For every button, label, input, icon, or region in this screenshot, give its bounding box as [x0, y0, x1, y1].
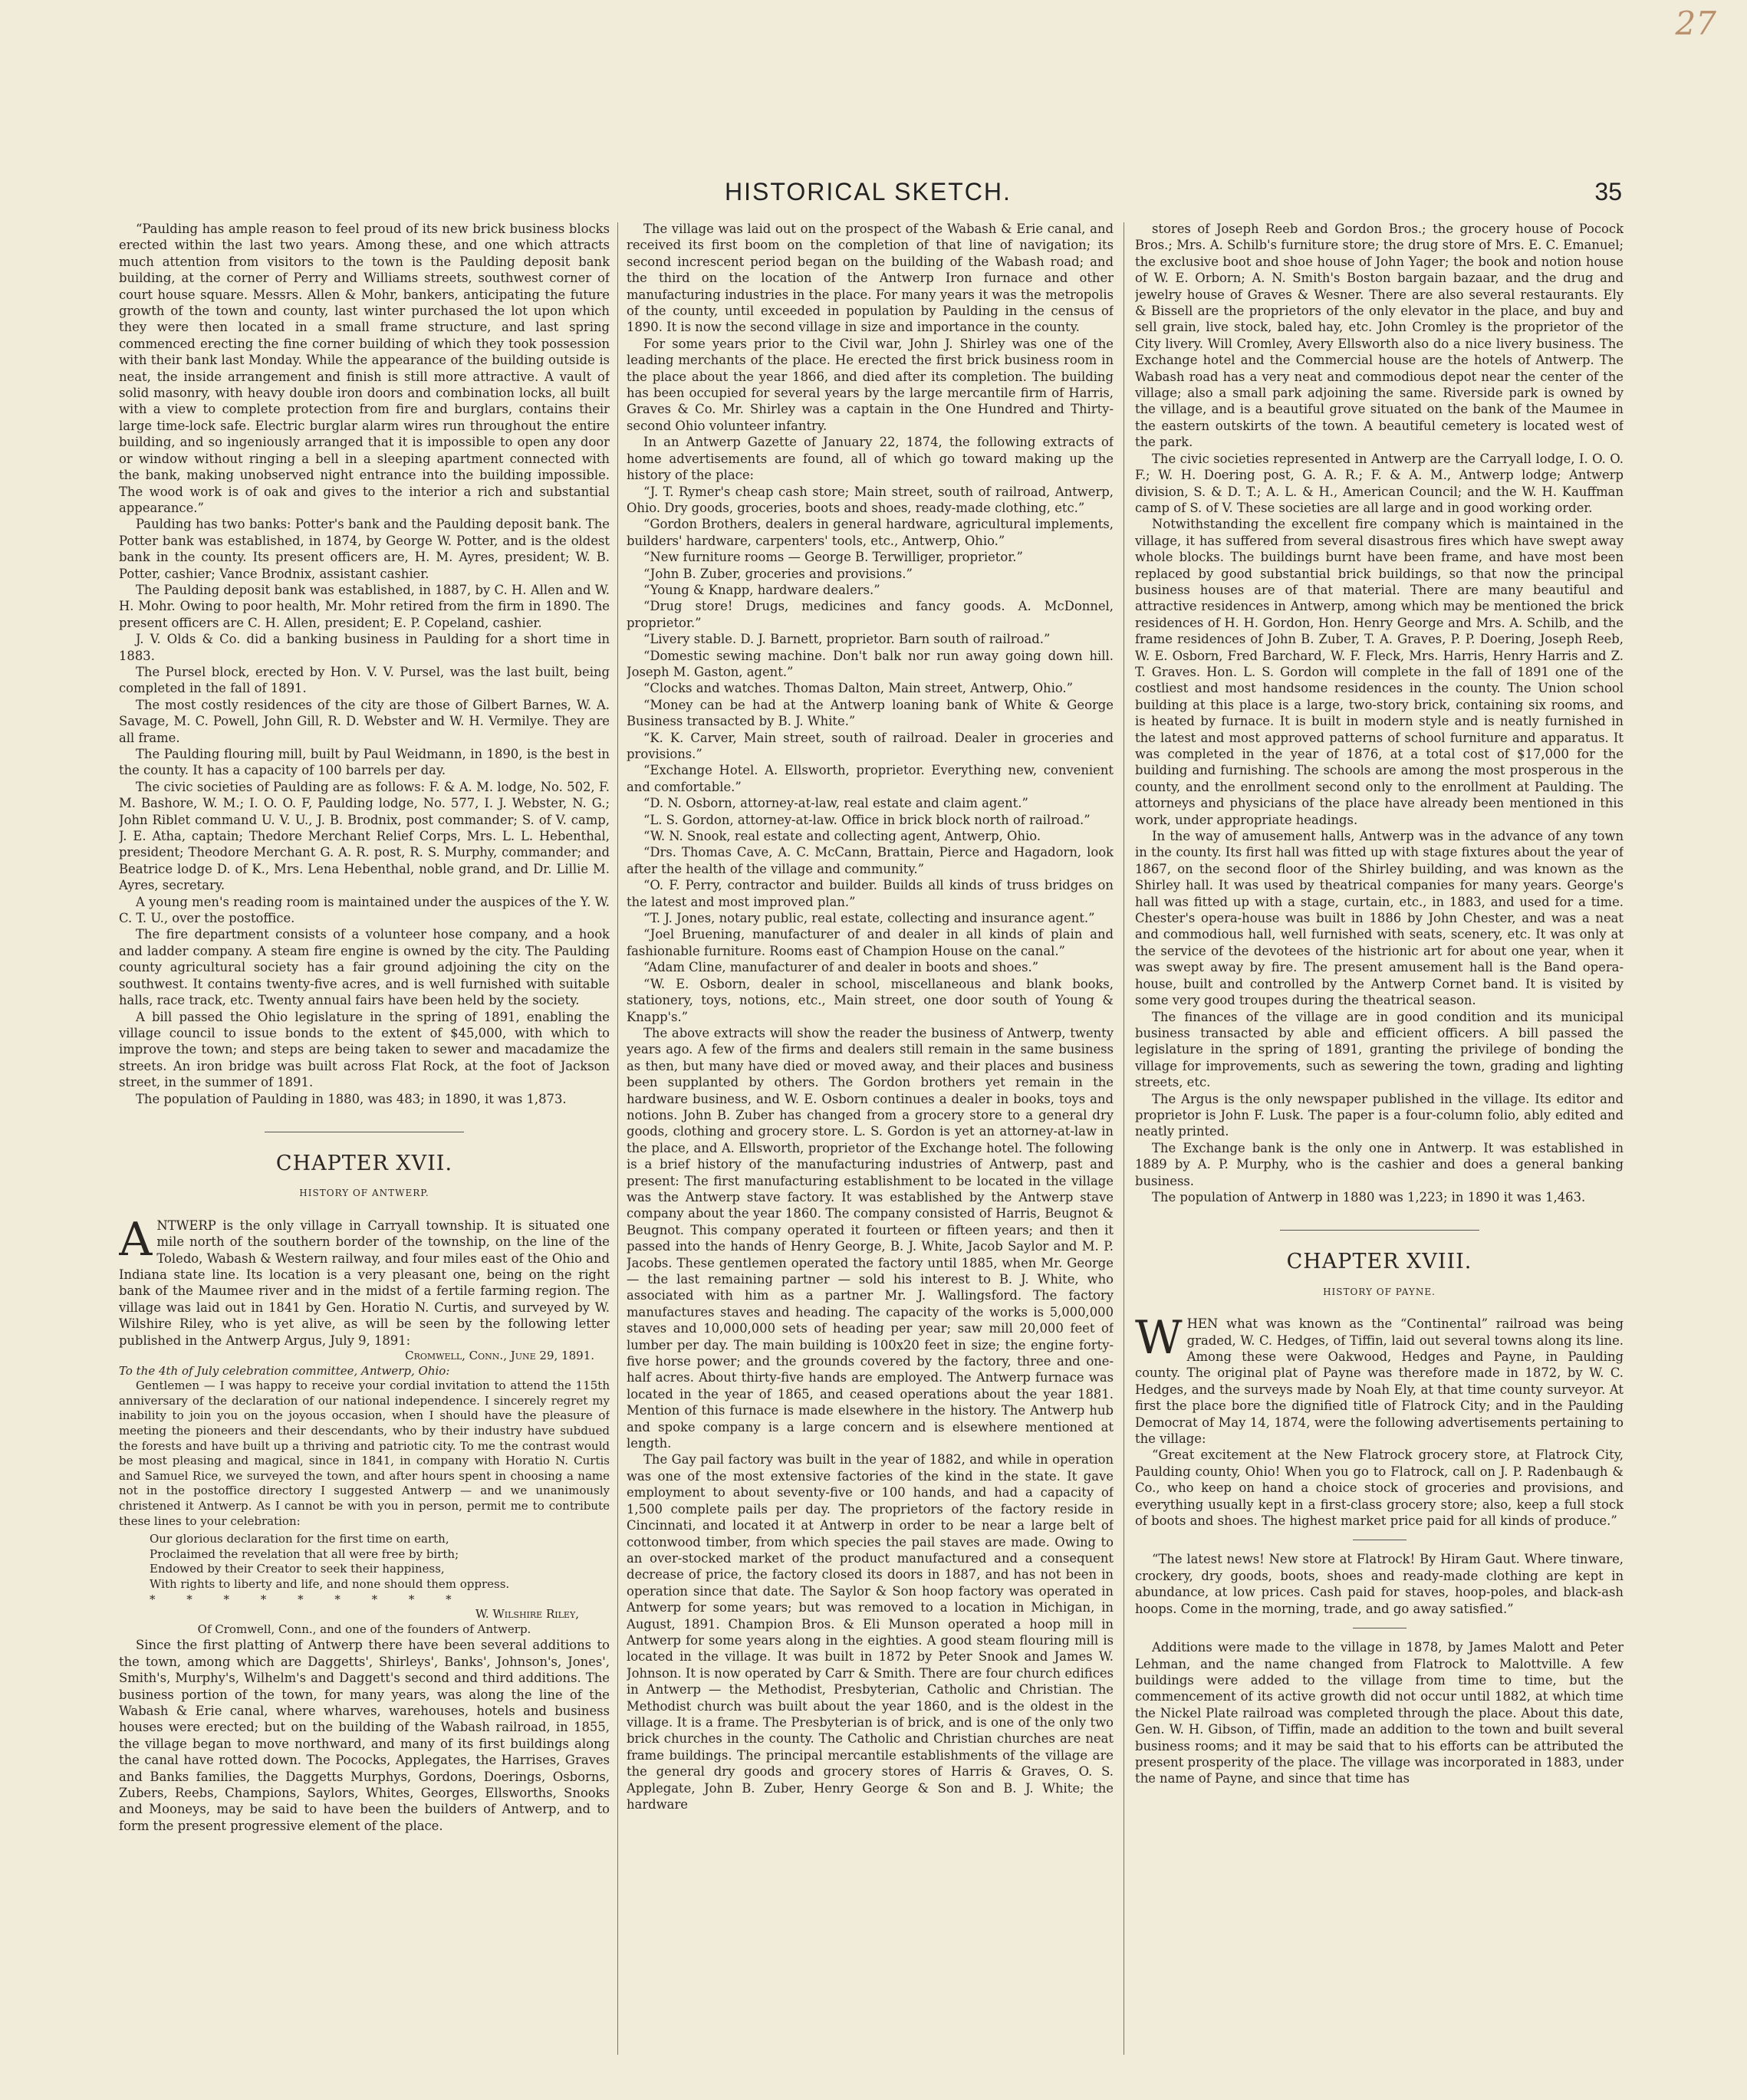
poem-line: Our glorious declaration for the first time on earth,: [150, 1532, 449, 1546]
payne-intro: [1135, 1311, 1624, 1447]
paragraph: The most costly residences of the city are those of Gilbert Barnes, W. A. Savage, M. C. Powell, John Gill, R. D. Webster and W. H. Vermilye. They are all frame.: [119, 697, 610, 745]
handwritten-page-number: 27: [1675, 5, 1716, 42]
paragraph: “Exchange Hotel. A. Ellsworth, proprietor. Everything new, convenient and comfortable.”: [627, 763, 1114, 794]
paragraph: Paulding has two banks: Potter's bank and the Paulding deposit bank. The Potter bank was established, in 1874, by George W. Potter, and is the oldest bank in the county. Its present officers are, H. M. Ayres, president; W. B. Potter, cashier; Vance Brodnix, assistant cashier.: [119, 517, 610, 581]
paragraph: stores of Joseph Reeb and Gordon Bros.; the grocery house of Pocock Bros.; Mrs. A. Schilb's furniture store; the drug store of Mrs. E. C. Emanuel; the exclusive boot and shoe house of John Yager; the book and notion house of W. E. Orborn; A. N. Smith's Boston bargain bazaar, and the drug and jewelry house of Graves & Wesner. There are also several restaurants. Ely & Bissell are the proprietors of the only elevator in the place, and buy and sell grain, live stock, baled hay, etc. John Cromley is the proprietor of the City livery. Will Cromley, Avery Ellsworth also do a nice livery business. The Exchange hotel and the Commercial house are the hotels of Antwerp. The Wabash road has a very neat and commodious depot near the center of the village; also a small park adjoining the same. Riverside park is owned by the village, and is a beautiful grove situated on the bank of the Maumee in the eastern outskirts of the town. A beautiful cemetery is located west of the park.: [1135, 222, 1624, 450]
chapter-subtitle-antwerp: HISTORY OF ANTWERP.: [299, 1188, 429, 1199]
paragraph: The Gay pail factory was built in the year of 1882, and while in operation was one of the most extensive factories of the kind in the state. It gave employment to about seventy-five or 100 hands, and had a capacity of 1,500 complete pails per day. The proprietors of the factory reside in Cincinnati, and located it at Antwerp in order to be near a large belt of cottonwood timber, from which species the pail staves are made. Owing to an over-stocked market of the product manufactured and a consequent decrease of price, the factory closed its doors in 1887, and has not been in operation since that date. The Saylor & Son hoop factory was operated in Antwerp for some years; but was removed to a location in Michigan, in August, 1891. Champion Bros. & Eli Munson operated a hoop mill in Antwerp for some years along in the eighties. A good steam flouring mill is located in the village. It was built in 1872 by Peter Snook and James W. Johnson. It is now operated by Carr & Smith. There are four church edifices in Antwerp — the Methodist, Presbyterian, Catholic and Christian. The Methodist church was built about the year 1860, and is the oldest in the village. It is a frame. The Presbyterian is of brick, and is one of the only two brick churches in the county. The Catholic and Christian churches are neat frame buildings. The principal mercantile establishments of the village are the general dry goods and grocery stores of Harris & Graves, O. S. Applegate, John B. Zuber, Henry George & Son and B. J. White; the hardware: [627, 1452, 1114, 1812]
paragraph: “New furniture rooms — George B. Terwilliger, proprietor.”: [643, 550, 1023, 565]
paragraph: “W. E. Osborn, dealer in school, miscellaneous and blank books, stationery, toys, notions, etc., Main street, one door south of Young & Knapp's.”: [627, 976, 1114, 1024]
paragraph: “K. K. Carver, Main street, south of railroad. Dealer in groceries and provisions.”: [627, 730, 1114, 761]
paragraph: “L. S. Gordon, attorney-at-law. Office in brick block north of railroad.”: [643, 812, 1091, 827]
paragraph: A young men's reading room is maintained under the auspices of the Y. W. C. T. U., over the postoffice.: [119, 894, 610, 926]
paragraph: “T. J. Jones, notary public, real estate, collecting and insurance agent.”: [643, 911, 1095, 926]
letter-signature-line: Of Cromwell, Conn., and one of the founders of Antwerp.: [197, 1622, 531, 1636]
dropcap-letter: W: [1135, 1311, 1183, 1365]
running-title: HISTORICAL SKETCH.: [725, 178, 1012, 205]
poem-line: Proclaimed the revelation that all were free by birth;: [150, 1546, 459, 1561]
paragraph: “Gordon Brothers, dealers in general hardware, agricultural implements, builders' hardware, carpenters' tools, etc., Antwerp, Ohio.”: [627, 517, 1114, 548]
paragraph: The fire department consists of a volunteer hose company, and a hook and ladder company. A steam fire engine is owned by the city. The Paulding county agricultural society has a fair ground adjoining the city on the southwest. It contains twenty-five acres, and is well furnished with suitable halls, race track, etc. Twenty annual fairs have been held by the society.: [119, 927, 610, 1008]
letter-body: Gentlemen — I was happy to receive your cordial invitation to attend the 115th anniversary of the declaration of our national independence. I sincerely regret my inability to join you on the joyous occasion, when I should have the pleasure of meeting the pioneers and their descendants, who by their industry have subdued the forests and have built up a thriving and patriotic city. To me the contrast would be most pleasing and magical, since in 1841, in company with Horatio N. Curtis and Samuel Rice, we surveyed the town, and after hours spent in choosing a name not in the postoffice directory I suggested Antwerp — and we unanimously christened it Antwerp. As I cannot be with you in person, permit me to contribute these lines to your celebration:: [119, 1379, 610, 1528]
paragraph: The finances of the village are in good condition and its municipal business transacted by able and efficient officers. A bill passed the legislature in the spring of 1891, granting the privilege of bonding the village for improvements, such as sewering the town, grading and lighting streets, etc.: [1135, 1009, 1624, 1090]
antwerp-history-paragraphs: [627, 221, 1114, 1812]
letter-signature: W. Wilshire Riley,: [475, 1607, 579, 1622]
paragraph: Notwithstanding the excellent fire company which is maintained in the village, it has suffered from several disastrous fires which have swept away whole blocks. The buildings burnt have been frame, and have most been replaced by good substantial brick buildings, so that now the principal business houses are of that material. There are many beautiful and attractive residences in Antwerp, among which may be mentioned the brick residences of H. H. Gordon, Hon. Henry George and Mrs. A. Schilb, and the frame residences of John B. Zuber, T. A. Graves, P. P. Doering, Joseph Reeb, W. E. Osborn, Fred Barchard, W. F. Fleck, Mrs. Harris, Henry Harris and Z. T. Graves. Hon. L. S. Gordon will complete in the fall of 1891 one of the costliest and most handsome residences in the county. The Union school building at this place is a large, two-story brick, containing six rooms, and is heated by furnace. It is built in modern style and is neatly furnished in the latest and most approved patterns of school furniture and apparatus. It was completed in the year of 1876, at a total cost of $17,000 for the building and furnishing. The schools are among the most prosperous in the county, and the enrollment second only to the enrollment at Paulding. The attorneys and physicians of the place have already been mentioned in this work, under appropriate headings.: [1135, 517, 1624, 827]
letter-dateline: Cromwell, Conn., June 29, 1891.: [405, 1349, 594, 1362]
flatrock-ad-1: “Great excitement at the New Flatrock grocery store, at Flatrock City, Paulding county, Ohio! When you go to Flatrock, call on J. P. Radenbaugh & Co., who keep on hand a choice stock of groceries and provisions, and everything usually kept in a first-class grocery store; also, keep a full stock of boots and shoes. The highest market price paid for all kinds of produce.”: [1135, 1448, 1624, 1529]
paragraph: “J. T. Rymer's cheap cash store; Main street, south of railroad, Antwerp, Ohio. Dry goods, groceries, boots and shoes, ready-made clothing, etc.”: [627, 484, 1114, 515]
paragraph: “Money can be had at the Antwerp loaning bank of White & George Business transacted by B. J. White.”: [627, 697, 1114, 729]
poem-line: With rights to liberty and life, and none should them oppress.: [150, 1576, 510, 1591]
letter-poem: [150, 1532, 610, 1592]
paragraph: “O. F. Perry, contractor and builder. Builds all kinds of truss bridges on the latest and most improved plan.”: [627, 878, 1114, 909]
paragraph: The population of Paulding in 1880, was 483; in 1890, it was 1,873.: [136, 1091, 567, 1106]
column-left: [119, 221, 610, 2057]
asterisk-row: * * * * * * * * *: [150, 1592, 466, 1606]
paragraph: The population of Antwerp in 1880 was 1,223; in 1890 it was 1,463.: [1152, 1189, 1586, 1204]
paragraph: Since the first platting of Antwerp there have been several additions to the town, among which are Daggetts', Shirleys', Banks', Johnson's, Jones', Smith's, Murphy's, Wilhelm's and Daggett's second and third additions. The business portion of the town, for many years, was along the line of the Wabash & Erie canal, where wharves, warehouses, hotels and business houses were erected; but on the building of the Wabash railroad, in 1855, the village began to move northward, and many of its first buildings along the canal have rotted down. The Pococks, Applegates, the Harrises, Graves and Banks families, the Daggetts Murphys, Gordons, Doerings, Osborns, Zubers, Reebs, Champions, Saylors, Whites, Georges, Ellsworths, Snooks and Mooneys, may be said to have been the builders of Antwerp, and to form the present progressive element of the place.: [119, 1638, 610, 1833]
paragraph: “Adam Cline, manufacturer of and dealer in boots and shoes.”: [643, 960, 1039, 975]
paragraph: “D. N. Osborn, attorney-at-law, real estate and claim agent.”: [643, 796, 1028, 811]
paragraph: “Livery stable. D. J. Barnett, proprietor. Barn south of railroad.”: [643, 632, 1051, 647]
poem-line: Endowed by their Creator to seek their happiness,: [150, 1562, 445, 1576]
paragraph: The Paulding flouring mill, built by Paul Weidmann, in 1890, is the best in the county. It has a capacity of 100 barrels per day.: [119, 747, 610, 778]
column-middle: [627, 221, 1114, 2057]
paragraph: J. V. Olds & Co. did a banking business in Paulding for a short time in 1883.: [119, 632, 610, 663]
chapter-title-xvii: CHAPTER XVII.: [275, 1151, 453, 1175]
page-header: [127, 178, 1622, 218]
chapter-title-xviii: CHAPTER XVIII.: [1286, 1250, 1472, 1274]
paragraph: “Paulding has ample reason to feel proud of its new brick business blocks erected within the last two years. Among these, and one which attracts much attention from visitors to the town is the Paulding deposit bank building, at the corner of Perry and Williams streets, southwest corner of court house square. Messrs. Allen & Mohr, bankers, anticipating the future growth of the town and county, last winter purchased the lot upon which they were then located in a small frame structure, and last spring commenced erecting the fine corner building of which they took possession with their bank last Monday. While the appearance of the building outside is neat, the inside arrangement and finish is still more attractive. A vault of solid masonry, with heavy double iron doors and combination locks, all built with a view to complete protection from fire and burglars, contains their large time-lock safe. Electric burglar alarm wires run throughout the entire building, and so ingeniously arranged that it is impossible to open any door or window without ringing a bell in a sleeping apartment connected with the bank, making unobserved night entrance into the building impossible. The wood work is of oak and gives to the interior a rich and substantial appearance.”: [119, 222, 610, 515]
letter-addressee: To the 4th of July celebration committee, Antwerp, Ohio:: [119, 1363, 450, 1378]
column-rule-left: [617, 222, 618, 2055]
paragraph: “Domestic sewing machine. Don't balk nor run away going down hill. Joseph M. Gaston, agent.”: [627, 648, 1114, 679]
chapter-divider: [1280, 1230, 1479, 1231]
paragraph: “Joel Bruening, manufacturer of and dealer in all kinds of plain and fashionable furniture. Rooms east of Champion House on the canal.”: [627, 927, 1114, 958]
paragraph: The civic societies represented in Antwerp are the Carryall lodge, I. O. O. F.; W. H. Doering post, G. A. R.; F. & A. M., Antwerp lodge; Antwerp division, S. & D. T.; A. L. & H., American Council; and the W. H. Kauffman camp of S. of V. These societies are all large and in good working order.: [1135, 451, 1624, 515]
paragraph: “W. N. Snook, real estate and collecting agent, Antwerp, Ohio.: [643, 829, 1041, 844]
chapter-subtitle-payne: HISTORY OF PAYNE.: [1323, 1286, 1436, 1297]
paragraph: “Drs. Thomas Cave, A. C. McCann, Brattain, Pierce and Hagadorn, look after the health of the village and community.”: [627, 845, 1114, 876]
page-number: 35: [1594, 178, 1622, 205]
paragraph: “John B. Zuber, groceries and provisions.”: [643, 566, 913, 581]
antwerp-intro: [119, 1212, 610, 1349]
paragraph: For some years prior to the Civil war, John J. Shirley was one of the leading merchants of the place. He erected the first brick business room in the place about the year 1866, and died after its completion. The building has been occupied for several years by the large mercantile firm of Harris, Graves & Co. Mr. Shirley was a captain in the One Hundred and Thirty-second Ohio volunteer infantry.: [627, 336, 1114, 433]
antwerp-continued-paragraphs: [1135, 221, 1624, 1205]
paragraph: In the way of amusement halls, Antwerp was in the advance of any town in the county. Its first hall was fitted up with stage fixtures about the year of 1867, on the second floor of the Shirley building, and was known as the Shirley hall. It was used by theatrical companies for many years. George's hall was fitted up with a stage, curtain, etc., in 1883, and used for a time. Chester's opera-house was built in 1886 by John Chester, and was a neat and commodious hall, well furnished with seats, scenery, etc. It was only at the service of the devotees of the histrionic art for about one year, when it was swept away by fire. The present amusement hall is the Band opera-house, built and controlled by the Antwerp Cornet band. It is visited by some very good troupes during the theatrical season.: [1135, 829, 1624, 1008]
antwerp-additions-paragraphs: [119, 1637, 610, 1834]
payne-intro-text: HEN what was known as the “Continental” railroad was being graded, W. C. Hedges, of Tiffin, laid out several towns along its line. Among these were Oakwood, Hedges and Payne, in Paulding county. The original plat of Payne was therefore made in 1872, by W. C. Hedges, and the surveys made by Noah Ely, at that time county surveyor. At first the place bore the dignified title of Flatrock City; and in the Paulding Democrat of May 14, 1874, were the following advertisements pertaining to the village:: [1135, 1316, 1624, 1447]
column-right: [1135, 221, 1624, 2057]
paragraph: Additions were made to the village in 1878, by James Malott and Peter Lehman, and the name changed from Flatrock to Malottville. A few buildings were added to the village from time to time, but the commencement of its active growth did not occur until 1882, at which time the Nickel Plate railroad was completed through the place. About this date, Gen. W. H. Gibson, of Tiffin, made an addition to the town and built several business rooms; and it may be said that to his efforts can be attributed the present prosperity of the place. The village was incorporated in 1883, under the name of Payne, and since that time has: [1135, 1640, 1624, 1786]
paragraph: The Exchange bank is the only one in Antwerp. It was established in 1889 by A. P. Murphy, who is the cashier and does a general banking business.: [1135, 1140, 1624, 1188]
flatrock-ad-2: “The latest news! New store at Flatrock! By Hiram Gaut. Where tinware, crockery, dry goods, boots, shoes and ready-made clothing are kept in abundance, at low prices. Cash paid for staves, hoop-poles, and black-ash hoops. Come in the morning, trade, and go away satisfied.”: [1135, 1552, 1624, 1616]
paragraph: The Paulding deposit bank was established, in 1887, by C. H. Allen and W. H. Mohr. Owing to poor health, Mr. Mohr retired from the firm in 1890. The present officers are C. H. Allen, president; E. P. Copeland, cashier.: [119, 582, 610, 630]
paragraph: In an Antwerp Gazette of January 22, 1874, the following extracts of home advertisements are found, all of which go toward making up the history of the place:: [627, 435, 1114, 483]
dropcap-letter: A: [119, 1212, 153, 1267]
paragraph: The Pursel block, erected by Hon. V. V. Pursel, was the last built, being completed in the fall of 1891.: [119, 664, 610, 696]
paragraph: “Clocks and watches. Thomas Dalton, Main street, Antwerp, Ohio.”: [643, 681, 1073, 696]
paragraph: The above extracts will show the reader the business of Antwerp, twenty years ago. A few of the firms and dealers still remain in the same business as then, but many have died or moved away, and their places and business been supplanted by others. The Gordon brothers yet remain in the hardware business, and W. E. Osborn continues a dealer in books, toys and notions. John B. Zuber has changed from a grocery store to a general dry goods, clothing and grocery store. L. S. Gordon is yet an attorney-at-law in the place, and A. Ellsworth, proprietor of the Exchange hotel. The following is a brief history of the manufacturing industries of Antwerp, past and present: The first manufacturing establishment to be located in the village was the Antwerp stave factory. It was established by the Antwerp stave company about the year 1860. The company consisted of Harris, Beugnot & Beugnot. This company operated it fourteen or fifteen years; and then it passed into the hands of Henry George, B. J. White, Jacob Saylor and M. P. Jacobs. These gentlemen operated the factory until 1885, when Mr. George — the last remaining partner — sold his interest to B. J. White, who associated with him as a partner Mr. J. Wallingsford. The factory manufactures staves and heading. The capacity of the works is 5,000,000 staves and 10,000,000 sets of heading per year; saw mill 20,000 feet of lumber per day. The main building is 100x20 feet in size; the engine forty-five horse power; and the grounds covered by the factory, three and one-half acres. About thirty-five hands are employed. The Antwerp furnace was located in the year of 1865, and ceased operations about the year 1881. Mention of this furnace is made elsewhere in the history. The Antwerp hub and spoke company is a large concern and is elsewhere mentioned at length.: [627, 1025, 1114, 1451]
antwerp-intro-text: NTWERP is the only village in Carryall township. It is situated one mile north of the southern border of the township, on the line of the Toledo, Wabash & Western railway, and four miles east of the Ohio and Indiana state line. Its location is a very pleasant one, being on the right bank of the Maumee river and in the midst of a fertile farming region. The village was laid out in 1841 by Gen. Horatio N. Curtis, and surveyed by W. Wilshire Riley, who is yet alive, as will be seen by the following letter published in the Antwerp Argus, July 9, 1891:: [119, 1218, 610, 1348]
paragraph: The civic societies of Paulding are as follows: F. & A. M. lodge, No. 502, F. M. Bashore, W. M.; I. O. O. F, Paulding lodge, No. 577, I. J. Webster, N. G.; John Riblet command U. V. U., J. B. Brodnix, post commander; S. of V. camp, J. E. Atha, captain; Thedore Merchant Relief Corps, Mrs. L. L. Hebenthal, president; Theodore Merchant G. A. R. post, R. S. Murphy, commander; and Beatrice lodge D. of K., Mrs. Lena Hebenthal, noble grand, and Dr. Lillie M. Ayres, secretary.: [119, 779, 610, 893]
paragraph: The Argus is the only newspaper published in the village. Its editor and proprietor is John F. Lusk. The paper is a four-column folio, ably edited and neatly printed.: [1135, 1091, 1624, 1139]
paragraph: “Drug store! Drugs, medicines and fancy goods. A. McDonnel, proprietor.”: [627, 599, 1114, 630]
payne-additions-paragraphs: [1135, 1639, 1624, 1787]
paragraph: The village was laid out on the prospect of the Wabash & Erie canal, and received its first boom on the completion of that line of navigation; its second increscent period began on the building of the Wabash road; and the third on the location of the Antwerp Iron furnace and other manufacturing industries in the place. For many years it was the metropolis of the county, until exceeded in population by Paulding in the census of 1890. It is now the second village in size and importance in the county.: [627, 222, 1114, 335]
paragraph: “Young & Knapp, hardware dealers.”: [643, 582, 880, 597]
riley-letter: [119, 1349, 610, 1637]
paulding-paragraphs: [119, 221, 610, 1107]
paragraph: A bill passed the Ohio legislature in the spring of 1891, enabling the village council to issue bonds to the extent of $45,000, with which to improve the town; and steps are being taken to sewer and macadamize the streets. An iron bridge was built across Flat Rock, at the foot of Jackson street, in the summer of 1891.: [119, 1009, 610, 1090]
